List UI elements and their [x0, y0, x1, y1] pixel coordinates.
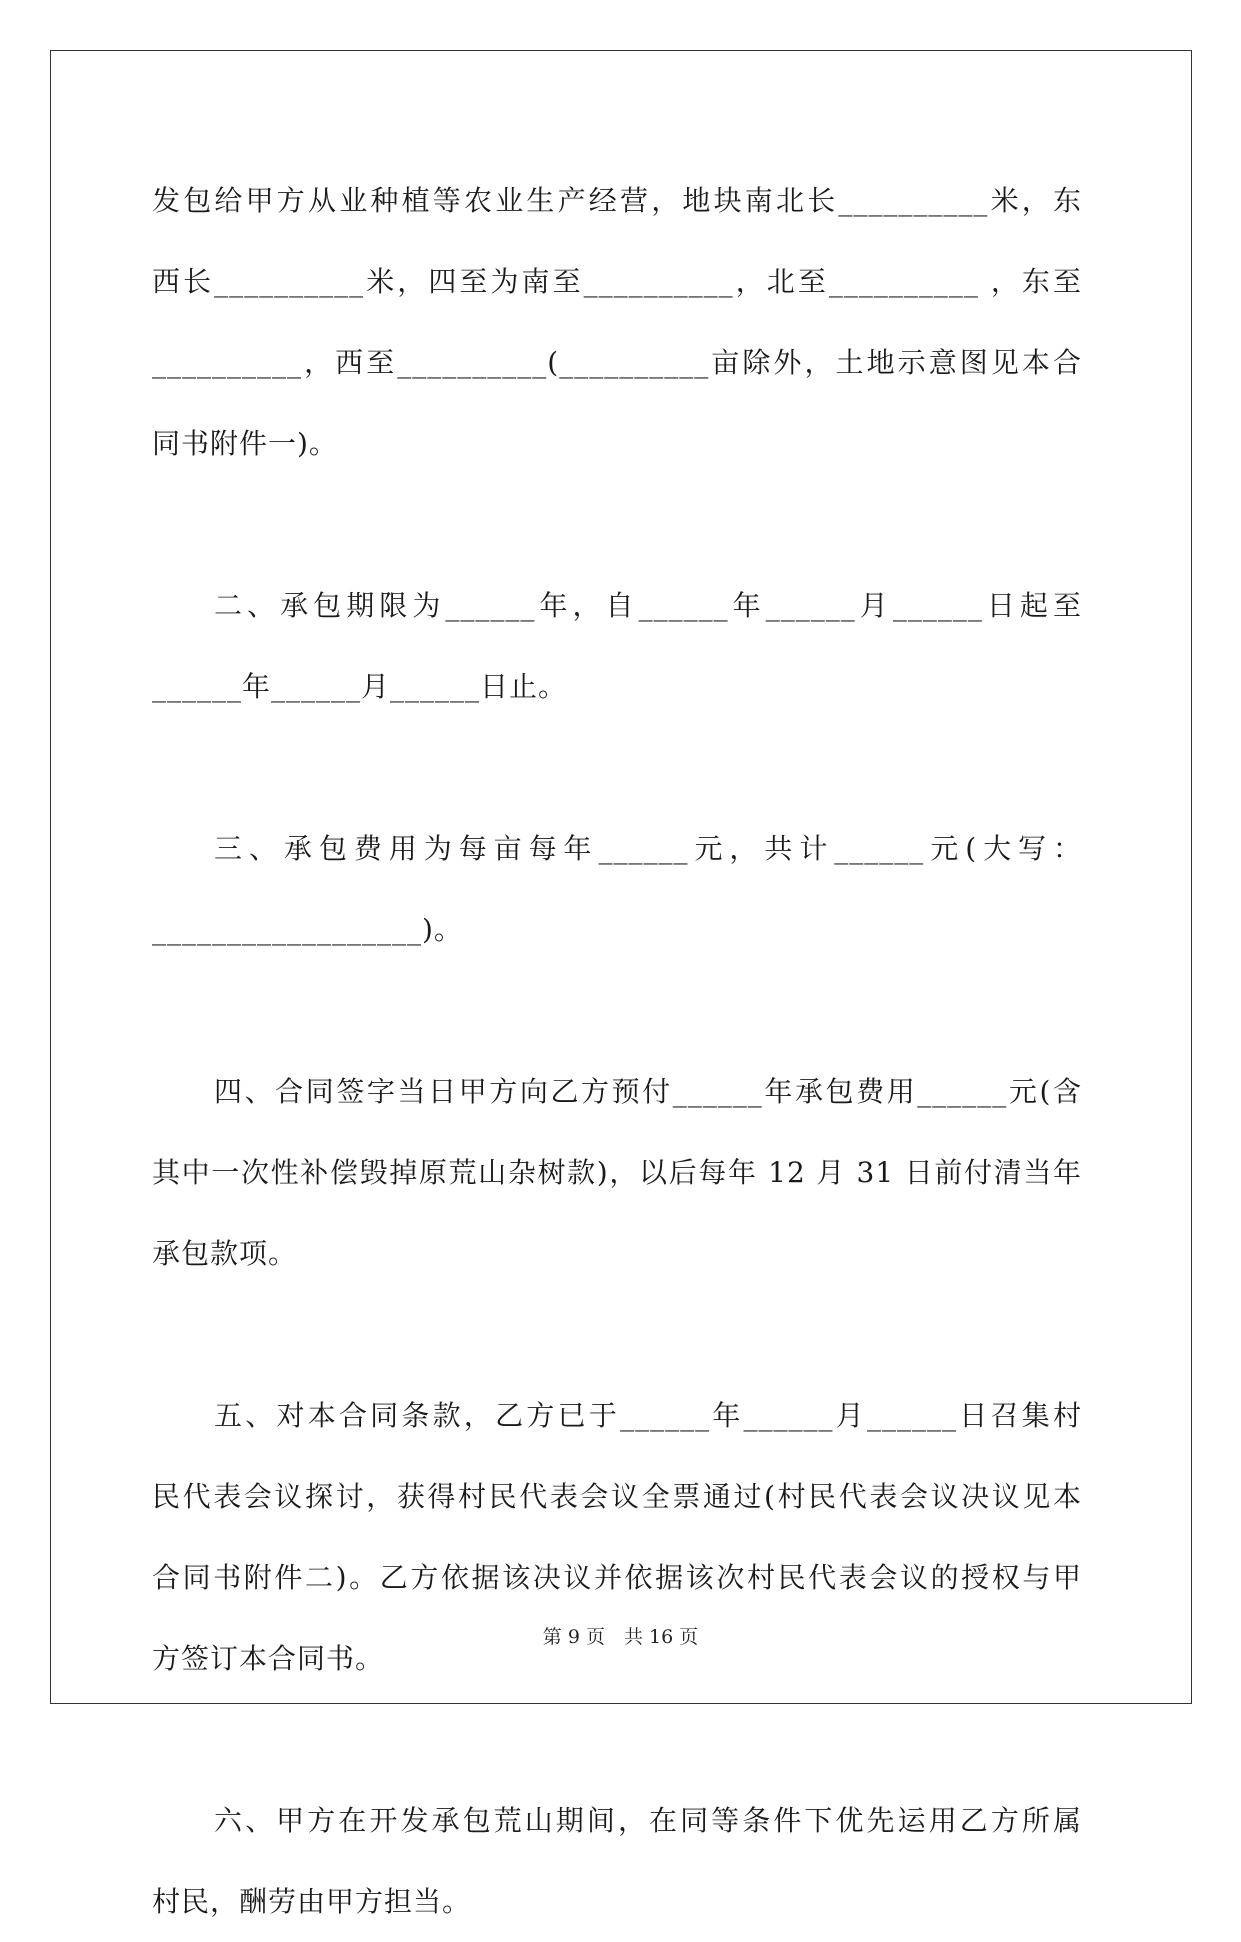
- paragraph-line: 同书附件一)。: [152, 427, 338, 460]
- paragraph-line: 三、承包费用为每亩每年______元，共计______元(大写：: [214, 832, 1082, 865]
- paragraph-line: 六、甲方在开发承包荒山期间，在同等条件下优先运用乙方所属: [214, 1804, 1082, 1837]
- paragraph-line: 发包给甲方从业种植等农业生产经营，地块南北长__________米，东: [152, 184, 1082, 217]
- paragraph-line: 五、对本合同条款，乙方已于______年______月______日召集村: [214, 1399, 1082, 1432]
- document-body: [152, 160, 1082, 1942]
- page-number: 第 9 页 共 16 页: [542, 1626, 699, 1648]
- paragraph-line: 合同书附件二)。乙方依据该决议并依据该次村民代表会议的授权与甲: [152, 1561, 1082, 1594]
- paragraph-line: 方签订本合同书。: [152, 1642, 385, 1675]
- paragraph-line: 二、承包期限为______年，自______年______月______日起至: [214, 589, 1082, 622]
- paragraph-line: __________________)。: [152, 913, 463, 946]
- paragraph-line: 承包款项。: [152, 1237, 298, 1270]
- paragraph-line: 民代表会议探讨，获得村民代表会议全票通过(村民代表会议决议见本: [152, 1480, 1082, 1513]
- paragraph-line: 村民，酬劳由甲方担当。: [152, 1885, 472, 1918]
- paragraph-fee: [152, 808, 1082, 970]
- paragraph-line: ______年______月______日止。: [152, 670, 568, 703]
- paragraph-village-approval: [152, 1375, 1082, 1699]
- paragraph-line: 四、合同签字当日甲方向乙方预付______年承包费用______元(含: [214, 1075, 1082, 1108]
- paragraph-line: 西长__________米，四至为南至__________，北至__________ ，东至: [152, 265, 1082, 298]
- paragraph-prepayment: [152, 1051, 1082, 1294]
- paragraph-employment: [152, 1780, 1082, 1942]
- paragraph-land-location: [152, 160, 1082, 484]
- paragraph-line: 其中一次性补偿毁掉原荒山杂树款)，以后每年 12 月 31 日前付清当年: [152, 1156, 1082, 1189]
- paragraph-term: [152, 565, 1082, 727]
- paragraph-line: __________，西至__________(__________亩除外，土地示意图见本合: [152, 346, 1082, 379]
